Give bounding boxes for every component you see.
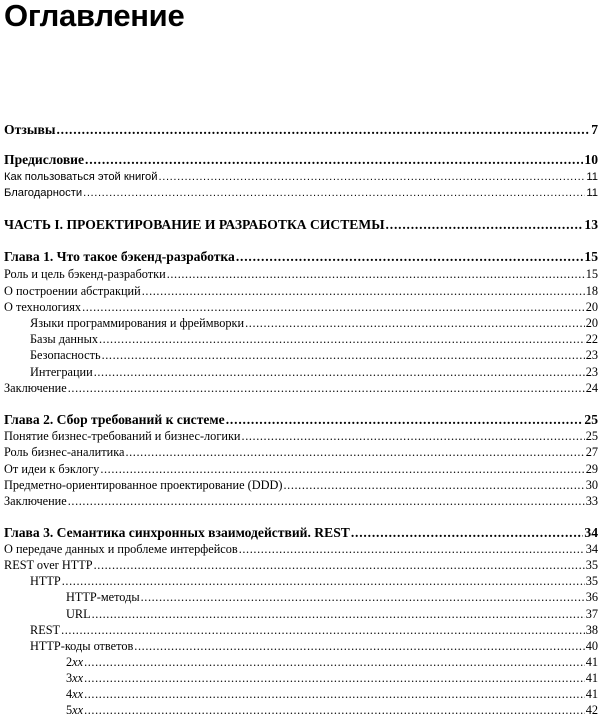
toc-entry[interactable] (4, 622, 598, 638)
toc-page-number: 20 (585, 316, 598, 330)
toc-entry-title: HTTP (30, 574, 61, 588)
toc-leader-dots (134, 638, 584, 654)
toc-entry[interactable] (4, 702, 598, 718)
toc-entry-title: REST over HTTP (4, 558, 93, 572)
toc-entry-title: 4xx (66, 687, 84, 701)
toc-leader-dots (141, 589, 585, 605)
toc-heading[interactable] (4, 249, 598, 265)
toc-page-number: 27 (585, 445, 598, 459)
toc-entry-title: Глава 1. Что такое бэкенд-разработка (4, 249, 235, 264)
toc-leader-dots (386, 217, 584, 233)
toc-page-number: 24 (585, 381, 598, 395)
toc-leader-dots (242, 428, 585, 444)
toc-page-number: 23 (585, 365, 598, 379)
toc-leader-dots (92, 606, 585, 622)
toc-leader-dots (239, 541, 585, 557)
toc-entry-title: Языки программирования и фреймворки (30, 316, 245, 330)
toc-entry[interactable] (4, 315, 598, 331)
toc-entry-title: Безопасность (30, 348, 101, 362)
toc-entry[interactable] (4, 364, 598, 380)
toc-entry[interactable] (4, 670, 598, 686)
toc-leader-dots (236, 249, 584, 265)
toc-leader-dots (61, 622, 585, 638)
toc-page-number: 34 (585, 542, 598, 556)
toc-entry-title: 3xx (66, 671, 84, 685)
toc-entry[interactable] (4, 606, 598, 622)
toc-entry[interactable] (4, 638, 598, 654)
toc-page-number: 11 (586, 187, 598, 199)
toc-entry[interactable] (4, 461, 598, 477)
toc-leader-dots (102, 347, 585, 363)
toc-entry[interactable] (4, 185, 598, 201)
toc-entry-title: URL (66, 607, 91, 621)
toc-entry-title: Понятие бизнес-требований и бизнес-логики (4, 429, 241, 443)
toc-page-number: 41 (585, 687, 598, 701)
toc-page-number: 36 (585, 590, 598, 604)
toc-leader-dots (351, 525, 584, 541)
toc-heading[interactable] (4, 217, 598, 233)
toc-entry[interactable] (4, 654, 598, 670)
toc-page-number: 20 (585, 300, 598, 314)
toc-leader-dots (94, 364, 585, 380)
toc-leader-dots (125, 444, 584, 460)
toc-page-number: 7 (591, 122, 598, 137)
toc-leader-dots (245, 315, 585, 331)
toc-entry[interactable] (4, 283, 598, 299)
toc-leader-dots (84, 670, 585, 686)
toc-entry-title: Предисловие (4, 152, 85, 167)
toc-leader-dots (84, 654, 585, 670)
toc-page-number: 15 (585, 267, 598, 281)
toc-entry-title: HTTP-коды ответов (30, 639, 134, 653)
toc-entry-title: О технологиях (4, 300, 82, 314)
toc-entry-title: Глава 2. Сбор требований к системе (4, 412, 225, 427)
toc-entry[interactable] (4, 380, 598, 396)
toc-entry-title: Отзывы (4, 122, 56, 137)
toc-page-number: 25 (585, 429, 598, 443)
toc-leader-dots (84, 702, 585, 718)
toc-entry-title: Роль и цель бэкенд-разработки (4, 267, 166, 281)
toc-entry-title: 5xx (66, 703, 84, 717)
toc-leader-dots (94, 557, 585, 573)
toc-entry-title: HTTP-методы (66, 590, 140, 604)
toc-entry-title: REST (30, 623, 61, 637)
toc-entry-title: Как пользоваться этой книгой (4, 171, 158, 183)
toc-leader-dots (226, 412, 584, 428)
toc-page-number: 18 (585, 284, 598, 298)
toc-page-number: 35 (585, 574, 598, 588)
toc-page-number: 38 (585, 623, 598, 637)
toc-heading[interactable] (4, 122, 598, 138)
toc-entry-title: О построении абстракций (4, 284, 141, 298)
toc-leader-dots (99, 331, 585, 347)
toc-entry-title: 2xx (66, 655, 84, 669)
toc-entry[interactable] (4, 541, 598, 557)
toc-page-number: 13 (584, 217, 598, 232)
toc-page-number: 42 (585, 703, 598, 717)
toc-page-number: 33 (585, 494, 598, 508)
toc-entry[interactable] (4, 589, 598, 605)
toc-leader-dots (100, 461, 584, 477)
toc-page-number: 41 (585, 671, 598, 685)
toc-entry[interactable] (4, 266, 598, 282)
toc-page-number: 25 (584, 412, 598, 427)
toc-page-number: 35 (585, 558, 598, 572)
toc-leader-dots (167, 266, 585, 282)
toc-leader-dots (82, 299, 585, 315)
toc-leader-dots (68, 493, 585, 509)
toc-entry[interactable] (4, 347, 598, 363)
toc-entry[interactable] (4, 169, 598, 185)
toc-entry-title: Предметно-ориентированное проектирование (DDD) (4, 478, 283, 492)
toc-entry[interactable] (4, 557, 598, 573)
toc-page-number: 34 (584, 525, 598, 540)
toc-entry[interactable] (4, 331, 598, 347)
toc-entry[interactable] (4, 573, 598, 589)
toc-leader-dots (83, 185, 585, 201)
toc-leader-dots (85, 152, 583, 168)
toc-page-number: 22 (585, 332, 598, 346)
toc-entry[interactable] (4, 477, 598, 493)
toc-entry-title: Благодарности (4, 187, 83, 199)
toc-entry[interactable] (4, 686, 598, 702)
toc-entry-title: Интеграции (30, 365, 93, 379)
toc-leader-dots (84, 686, 585, 702)
toc-entry-title: Роль бизнес-аналитика (4, 445, 125, 459)
toc-page-number: 41 (585, 655, 598, 669)
toc-entry-title: Заключение (4, 494, 67, 508)
toc-page-number: 23 (585, 348, 598, 362)
toc-page-number: 30 (585, 478, 598, 492)
toc-entry[interactable] (4, 444, 598, 460)
toc-entry[interactable] (4, 299, 598, 315)
toc-leader-dots (159, 169, 586, 185)
toc-page-number: 11 (586, 171, 598, 183)
toc-page-number: 29 (585, 462, 598, 476)
toc-page-number: 15 (584, 249, 598, 264)
toc-page-number: 10 (584, 152, 598, 167)
page-title: Оглавление (4, 0, 185, 33)
toc-entry-title: Базы данных (30, 332, 98, 346)
toc-leader-dots (142, 283, 585, 299)
toc-entry-title: О передаче данных и проблеме интерфейсов (4, 542, 238, 556)
toc-entry[interactable] (4, 428, 598, 444)
toc-leader-dots (56, 122, 590, 138)
toc-leader-dots (62, 573, 585, 589)
toc-entry-title: Глава 3. Семантика синхронных взаимодействий. REST (4, 525, 350, 540)
toc-entry-title: От идеи к бэклогу (4, 462, 100, 476)
toc-heading[interactable] (4, 412, 598, 428)
toc-leader-dots (283, 477, 584, 493)
toc-leader-dots (68, 380, 585, 396)
toc-entry[interactable] (4, 493, 598, 509)
toc-heading[interactable] (4, 152, 598, 168)
toc-entry-title: ЧАСТЬ I. ПРОЕКТИРОВАНИЕ И РАЗРАБОТКА СИСТЕМЫ (4, 217, 385, 232)
toc-heading[interactable] (4, 525, 598, 541)
toc-entry-title: Заключение (4, 381, 67, 395)
toc-page-number: 37 (585, 607, 598, 621)
toc-page-number: 40 (585, 639, 598, 653)
